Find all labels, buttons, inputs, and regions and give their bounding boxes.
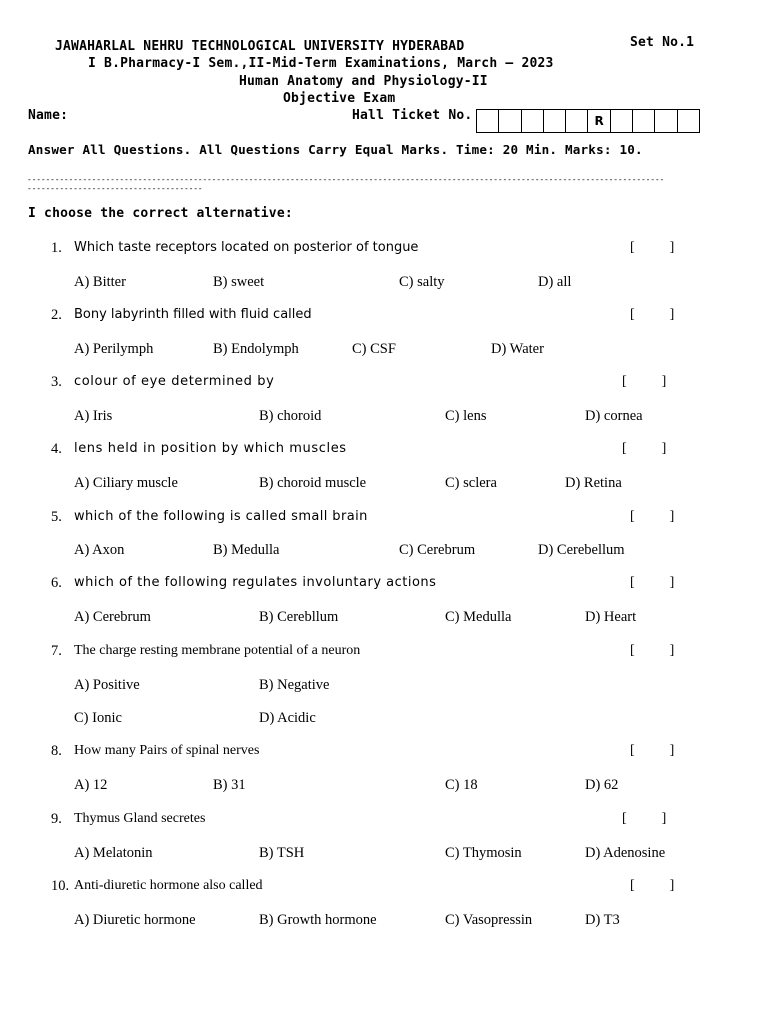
answer-bracket[interactable]: [ ] xyxy=(630,307,675,322)
instructions: Answer All Questions. All Questions Carry Equal Marks. Time: 20 Min. Marks: 10. xyxy=(28,142,643,157)
question-text: which of the following is called small brain xyxy=(74,509,368,524)
option-a: A) Cerebrum xyxy=(74,609,151,625)
question-text: Which taste receptors located on posterior of tongue xyxy=(74,240,419,255)
option-d: D) T3 xyxy=(585,912,620,928)
option-a: A) Bitter xyxy=(74,274,126,290)
option-c: C) lens xyxy=(445,408,487,424)
option-b: B) Endolymph xyxy=(213,341,299,357)
answer-bracket[interactable]: [ ] xyxy=(630,509,675,524)
option-b: B) Cerebllum xyxy=(259,609,339,625)
question-number: 1. xyxy=(51,240,62,256)
name-label: Name: xyxy=(28,108,69,123)
option-a: A) 12 xyxy=(74,777,108,793)
option-a: A) Perilymph xyxy=(74,341,154,357)
hall-ticket-cell xyxy=(499,110,521,132)
option-d: D) Adenosine xyxy=(585,845,666,861)
option-d: D) Heart xyxy=(585,609,637,625)
university-name: JAWAHARLAL NEHRU TECHNOLOGICAL UNIVERSITY HYDERABAD xyxy=(55,39,465,54)
option-c: C) sclera xyxy=(445,475,497,491)
option-d: D) Cerebellum xyxy=(538,542,625,558)
option-a: A) Axon xyxy=(74,542,125,558)
answer-bracket[interactable]: [ ] xyxy=(622,811,667,826)
answer-bracket[interactable]: [ ] xyxy=(630,240,675,255)
question-text: How many Pairs of spinal nerves xyxy=(74,743,260,758)
answer-bracket[interactable]: [ ] xyxy=(630,743,675,758)
option-c: C) Medulla xyxy=(445,609,512,625)
option-a: A) Diuretic hormone xyxy=(74,912,196,928)
question-number: 9. xyxy=(51,811,62,827)
question-text: Bony labyrinth filled with fluid called xyxy=(74,307,312,322)
question-text: Anti-diuretic hormone also called xyxy=(74,878,263,893)
option-b: B) Medulla xyxy=(213,542,280,558)
question-number: 4. xyxy=(51,441,62,457)
option-a: A) Ciliary muscle xyxy=(74,475,178,491)
option-d: D) 62 xyxy=(585,777,619,793)
option-c: C) Vasopressin xyxy=(445,912,533,928)
section-title: I choose the correct alternative: xyxy=(28,206,293,221)
exam-type: Objective Exam xyxy=(283,91,396,106)
question-number: 10. xyxy=(51,878,70,894)
question-text: The charge resting membrane potential of a neuron xyxy=(74,643,361,658)
question-text: colour of eye determined by xyxy=(74,374,275,389)
question-text: which of the following regulates involuntary actions xyxy=(74,575,437,590)
option-c: C) Thymosin xyxy=(445,845,522,861)
answer-bracket[interactable]: [ ] xyxy=(622,374,667,389)
hall-ticket-boxes xyxy=(476,109,700,133)
hall-ticket-cell xyxy=(566,110,588,132)
question-number: 3. xyxy=(51,374,62,390)
option-c: C) salty xyxy=(399,274,445,290)
option-c: C) Cerebrum xyxy=(399,542,476,558)
hall-ticket-cell xyxy=(655,110,677,132)
option-b: B) TSH xyxy=(259,845,305,861)
question-number: 6. xyxy=(51,575,62,591)
question-number: 2. xyxy=(51,307,62,323)
exam-line: I B.Pharmacy-I Sem.,II-Mid-Term Examinations, March – 2023 xyxy=(88,56,554,71)
question-number: 8. xyxy=(51,743,62,759)
option-b: B) sweet xyxy=(213,274,265,290)
option-b: B) Negative xyxy=(259,677,330,693)
option-c: C) 18 xyxy=(445,777,478,793)
hall-ticket-cell xyxy=(633,110,655,132)
hall-ticket-cell xyxy=(544,110,566,132)
question-number: 5. xyxy=(51,509,62,525)
hall-ticket-label: Hall Ticket No. xyxy=(352,108,473,123)
option-d: D) cornea xyxy=(585,408,643,424)
hall-ticket-cell: R xyxy=(588,110,610,132)
option-d: D) Acidic xyxy=(259,710,316,726)
question-number: 7. xyxy=(51,643,62,659)
answer-bracket[interactable]: [ ] xyxy=(630,643,675,658)
option-a: A) Melatonin xyxy=(74,845,153,861)
answer-bracket[interactable]: [ ] xyxy=(622,441,667,456)
option-b: B) 31 xyxy=(213,777,246,793)
option-c: C) Ionic xyxy=(74,710,122,726)
question-text: Thymus Gland secretes xyxy=(74,811,206,826)
option-b: B) choroid xyxy=(259,408,322,424)
option-a: A) Positive xyxy=(74,677,140,693)
option-b: B) choroid muscle xyxy=(259,475,367,491)
divider-line: -------------------------------------------------------------------------------------------------------------------------------------------------------------------------------- xyxy=(27,175,665,193)
hall-ticket-cell xyxy=(678,110,700,132)
hall-ticket-cell xyxy=(611,110,633,132)
hall-ticket-cell xyxy=(477,110,499,132)
answer-bracket[interactable]: [ ] xyxy=(630,878,675,893)
subject-title: Human Anatomy and Physiology-II xyxy=(239,74,488,89)
option-b: B) Growth hormone xyxy=(259,912,377,928)
option-d: D) Water xyxy=(491,341,544,357)
answer-bracket[interactable]: [ ] xyxy=(630,575,675,590)
option-d: D) Retina xyxy=(565,475,622,491)
hall-ticket-cell xyxy=(522,110,544,132)
option-c: C) CSF xyxy=(352,341,396,357)
option-a: A) Iris xyxy=(74,408,113,424)
question-text: lens held in position by which muscles xyxy=(74,441,347,456)
option-d: D) all xyxy=(538,274,572,290)
set-number: Set No.1 xyxy=(630,35,695,50)
